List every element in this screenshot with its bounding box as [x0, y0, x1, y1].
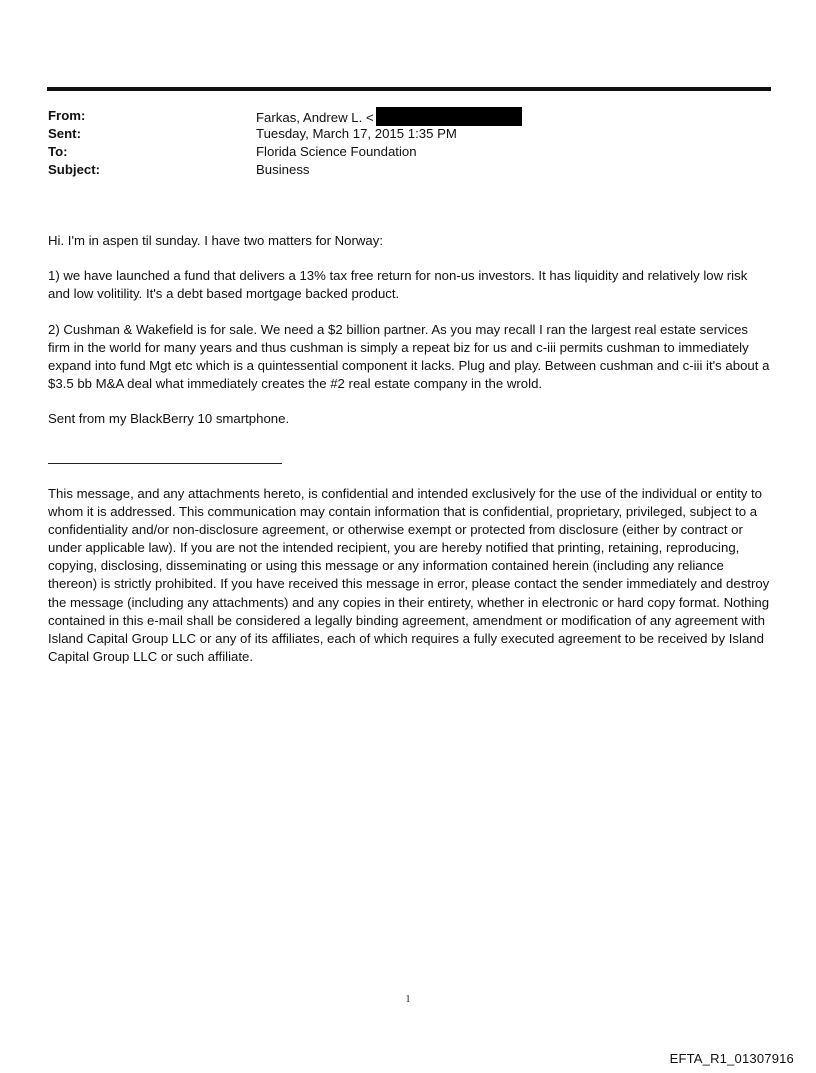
body-paragraph-1: 1) we have launched a fund that delivers a 13% tax free return for non-us investors. It has liquidity and relatively low risk and low volitility. It's a debt based mortgage backed product.	[48, 268, 748, 302]
email-headers	[48, 107, 768, 179]
subject-label: Subject:	[48, 162, 101, 177]
body-signature: Sent from my BlackBerry 10 smartphone.	[48, 411, 290, 427]
from-label: From:	[48, 108, 86, 123]
from-value: Farkas, Andrew L. <	[256, 110, 374, 125]
sent-value: Tuesday, March 17, 2015 1:35 PM	[256, 126, 457, 141]
sent-label: Sent:	[48, 126, 81, 141]
subject-row	[48, 161, 768, 179]
page-number: 1	[405, 994, 411, 1005]
body-greeting: Hi. I'm in aspen til sunday. I have two matters for Norway:	[48, 233, 384, 248]
to-value: Florida Science Foundation	[256, 144, 417, 159]
subject-value: Business	[256, 162, 310, 177]
header-divider	[47, 87, 771, 91]
email-body	[48, 232, 772, 446]
redaction-box	[376, 107, 522, 126]
confidentiality-disclaimer: This message, and any attachments hereto, is confidential and intended exclusively for the use of the individual or entity to whom it is addressed. This communication may contain information that is confidential, proprietary, privileged, subject to a confidentiality and/or non-disclosure agreement, or otherwise exempt or protected from disclosure (either by contract or under applicable law). If you are not the intended recipient, you are hereby notified that printing, retaining, reproducing, copying, disclosing, disseminating or using this message or any information contained herein (including any reliance thereon) is strictly prohibited. If you have received this message in error, please contact the sender immediately and destroy the message (including any attachments) and any copies in their entirety, whether in electronic or hard copy format. Nothing contained in this e-mail shall be considered a legally binding agreement, amendment or modification of any agreement with Island Capital Group LLC or any of its affiliates, each of which requires a fully executed agreement to be received by Island Capital Group LLC or such affiliate.	[48, 486, 770, 664]
to-row	[48, 143, 768, 161]
from-row	[48, 107, 768, 125]
body-paragraph-2: 2) Cushman & Wakefield is for sale. We need a $2 billion partner. As you may recall I ran the largest real estate services firm in the world for many years and thus cushman is simply a repeat biz for us and c-iii permits cushman to immediately expand into fund Mgt etc which is a quintessential component it lacks. Plug and play. Between cushman and c-iii it's about a $3.5 bb M&A deal what immediately creates the #2 real estate company in the wrold.	[48, 321, 770, 392]
to-label: To:	[48, 144, 68, 159]
signature-divider	[48, 463, 282, 464]
document-id: EFTA_R1_01307916	[669, 1051, 794, 1066]
sent-row	[48, 125, 768, 143]
